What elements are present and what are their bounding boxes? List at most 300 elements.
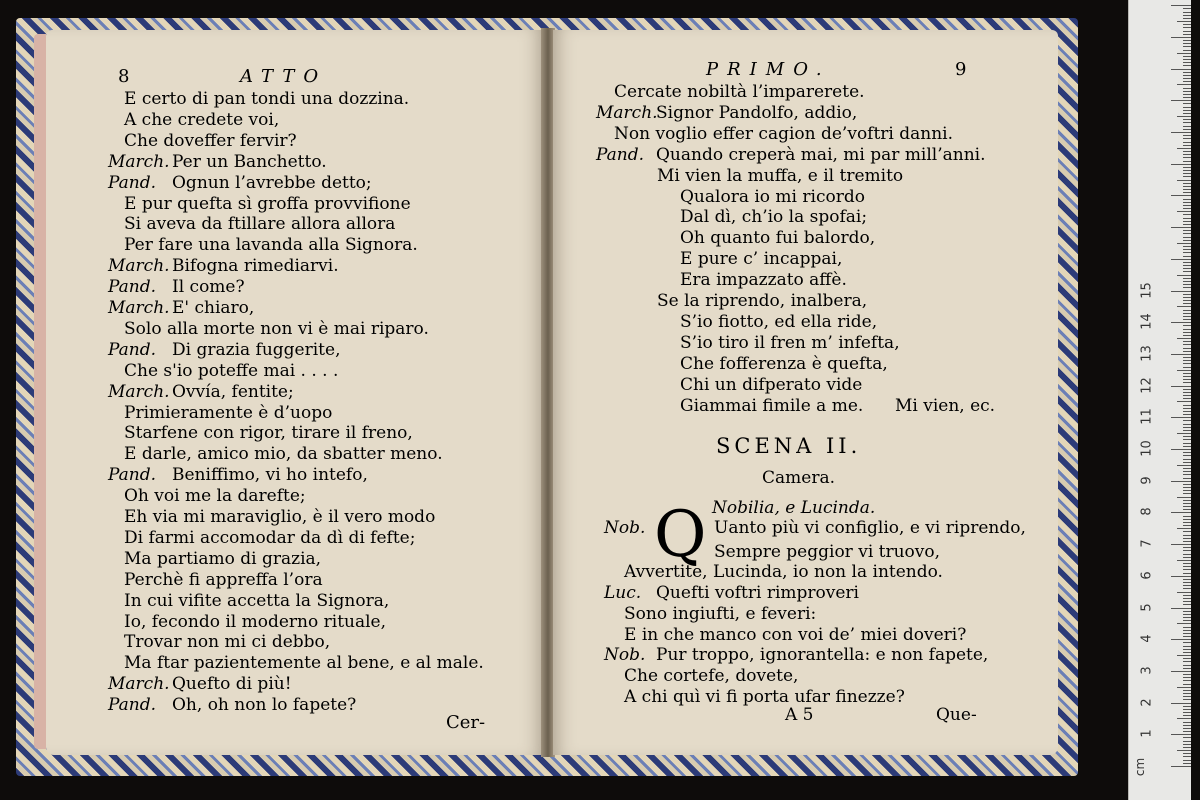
speaker-name: March. — [108, 674, 170, 695]
ruler-number: 1 — [1139, 729, 1155, 738]
ruler-number: 7 — [1139, 539, 1155, 548]
verse-text: S’io fiotto, ed ella ride, — [680, 311, 878, 332]
verse-text: Sempre peggior vi truovo, — [714, 542, 941, 562]
ruler-tick — [1183, 379, 1191, 380]
ruler-tick — [1183, 585, 1191, 586]
ruler-tick — [1183, 335, 1191, 336]
ruler-tick — [1183, 59, 1191, 60]
ruler-tick — [1177, 623, 1191, 624]
ruler-tick — [1177, 401, 1191, 402]
ruler-tick — [1183, 506, 1191, 507]
verse-text: Qualora io mi ricordo — [680, 186, 865, 207]
ruler-tick — [1183, 484, 1191, 485]
ruler-tick — [1183, 151, 1191, 152]
ruler-tick — [1171, 671, 1191, 672]
ruler-tick — [1177, 433, 1191, 434]
ruler-number: 6 — [1139, 571, 1155, 580]
ruler-tick — [1183, 550, 1191, 551]
ruler-tick — [1183, 690, 1191, 691]
verse-text: Ma partiamo di grazia, — [124, 548, 322, 569]
ruler-tick — [1171, 449, 1191, 450]
ruler-tick — [1183, 753, 1191, 754]
ruler-tick — [1183, 205, 1191, 206]
ruler-tick — [1183, 563, 1191, 564]
ruler-tick — [1183, 652, 1191, 653]
ruler-tick — [1183, 547, 1191, 548]
ruler-tick — [1183, 300, 1191, 301]
ruler-tick — [1177, 148, 1191, 149]
ruler-tick — [1177, 180, 1191, 181]
ruler-tick — [1183, 649, 1191, 650]
ruler-tick — [1183, 554, 1191, 555]
scene-characters: Nobilia, e Lucinda. — [712, 498, 876, 518]
verse-text: Oh voi me la darefte; — [124, 486, 306, 507]
ruler-tick — [1183, 474, 1191, 475]
verse-text: Mi vien la muffa, e il tremito — [657, 165, 904, 186]
ruler-tick — [1183, 18, 1191, 19]
ruler-tick — [1183, 487, 1191, 488]
ruler-tick — [1183, 218, 1191, 219]
verse-text: Io, fecondo il moderno rituale, — [124, 611, 387, 632]
ruler-tick — [1183, 569, 1191, 570]
scene-place: Camera. — [762, 468, 835, 488]
ruler-tick — [1183, 712, 1191, 713]
ruler-tick — [1183, 122, 1191, 123]
verse-text: Chi un difperato vide — [680, 374, 863, 395]
ruler-tick — [1177, 211, 1191, 212]
ruler-tick — [1183, 614, 1191, 615]
ruler-tick — [1183, 319, 1191, 320]
ruler-tick — [1183, 693, 1191, 694]
ruler-tick — [1183, 157, 1191, 158]
ruler-tick — [1183, 424, 1191, 425]
verse-text: Solo alla morte non vi è mai riparo. — [124, 318, 429, 339]
ruler-tick — [1183, 27, 1191, 28]
ruler-tick — [1183, 680, 1191, 681]
ruler-tick — [1183, 50, 1191, 51]
ruler-tick — [1177, 370, 1191, 371]
ruler-tick — [1183, 65, 1191, 66]
ruler-tick — [1183, 313, 1191, 314]
ruler-tick — [1171, 608, 1191, 609]
ruler-tick — [1183, 268, 1191, 269]
ruler-tick — [1183, 246, 1191, 247]
ruler-tick — [1183, 658, 1191, 659]
ruler-tick — [1183, 684, 1191, 685]
ruler-tick — [1183, 446, 1191, 447]
measuring-ruler — [1128, 0, 1191, 800]
ruler-tick — [1183, 557, 1191, 558]
ruler-number: 12 — [1139, 376, 1155, 394]
ruler-tick — [1171, 259, 1191, 260]
ruler-tick — [1183, 189, 1191, 190]
speaker-name: Pand. — [108, 339, 157, 360]
ruler-number: 3 — [1139, 666, 1155, 675]
ruler-tick — [1183, 103, 1191, 104]
ruler-number: 5 — [1139, 602, 1155, 612]
ruler-tick — [1171, 766, 1191, 767]
ruler-tick — [1177, 53, 1191, 54]
verse-text: Di grazia fuggerite, — [172, 339, 341, 360]
ruler-tick — [1183, 287, 1191, 288]
ruler-tick — [1177, 465, 1191, 466]
verse-text: Non voglio effer cagion de’voftri danni. — [614, 123, 954, 144]
ruler-tick — [1183, 588, 1191, 589]
ruler-tick — [1183, 725, 1191, 726]
ruler-tick — [1171, 227, 1191, 228]
ruler-tick — [1183, 373, 1191, 374]
ruler-unit: cm — [1133, 757, 1148, 777]
verse-text: Uanto più vi configlio, e vi riprendo, — [714, 518, 1026, 538]
verse-text: Bifogna rimediarvi. — [172, 256, 339, 277]
verse-text: Si aveva da ftillare allora allora — [124, 214, 396, 235]
ruler-tick — [1183, 135, 1191, 136]
ruler-tick — [1183, 113, 1191, 114]
ruler-tick — [1177, 84, 1191, 85]
ruler-tick — [1183, 24, 1191, 25]
ruler-tick — [1171, 544, 1191, 545]
ruler-tick — [1183, 97, 1191, 98]
ruler-tick — [1183, 81, 1191, 82]
ruler-tick — [1183, 661, 1191, 662]
ruler-tick — [1183, 183, 1191, 184]
ruler-tick — [1177, 338, 1191, 339]
ruler-tick — [1177, 592, 1191, 593]
ruler-tick — [1183, 455, 1191, 456]
ruler-tick — [1183, 566, 1191, 567]
ruler-tick — [1183, 167, 1191, 168]
ruler-tick — [1183, 598, 1191, 599]
ruler-tick — [1183, 430, 1191, 431]
ruler-tick — [1183, 408, 1191, 409]
ruler-tick — [1183, 462, 1191, 463]
ruler-tick — [1183, 722, 1191, 723]
ruler-tick — [1183, 119, 1191, 120]
ruler-tick — [1183, 262, 1191, 263]
ruler-tick — [1183, 531, 1191, 532]
drop-cap: Q — [654, 498, 707, 572]
verse-text: Primieramente è d’uopo — [124, 402, 333, 423]
ruler-tick — [1183, 202, 1191, 203]
verse-text: Che fofferenza è quefta, — [680, 353, 888, 374]
ruler-tick — [1183, 199, 1191, 200]
ruler-tick — [1183, 329, 1191, 330]
ruler-tick — [1183, 604, 1191, 605]
verse-text: Signor Pandolfo, addio, — [656, 102, 858, 123]
verse-text: Oh, oh non lo fapete? — [172, 695, 357, 716]
ruler-tick — [1171, 386, 1191, 387]
ruler-tick — [1183, 208, 1191, 209]
ruler-tick — [1183, 265, 1191, 266]
ruler-tick — [1183, 620, 1191, 621]
ruler-tick — [1183, 78, 1191, 79]
ruler-tick — [1183, 15, 1191, 16]
ruler-tick — [1183, 633, 1191, 634]
ruler-tick — [1183, 341, 1191, 342]
verse-text: Sono ingiufti, e feveri: — [624, 604, 817, 624]
ruler-tick — [1183, 297, 1191, 298]
verse-text: Starfene con rigor, tirare il freno, — [124, 423, 413, 444]
speaker-name: Pand. — [108, 172, 157, 193]
ruler-tick — [1171, 734, 1191, 735]
ruler-tick — [1183, 443, 1191, 444]
speaker-name: March. — [108, 151, 170, 172]
ruler-tick — [1183, 538, 1191, 539]
ruler-tick — [1183, 271, 1191, 272]
right-catchword: Que- — [936, 705, 977, 725]
speaker-name: Nob. — [604, 645, 646, 665]
ruler-tick — [1183, 478, 1191, 479]
ruler-tick — [1183, 357, 1191, 358]
ruler-tick — [1183, 43, 1191, 44]
ruler-tick — [1171, 37, 1191, 38]
ruler-tick — [1183, 278, 1191, 279]
ruler-tick — [1183, 595, 1191, 596]
ruler-tick — [1177, 275, 1191, 276]
ruler-tick — [1183, 392, 1191, 393]
ruler-tick — [1183, 516, 1191, 517]
speaker-name: Luc. — [604, 583, 642, 603]
ruler-tick — [1171, 164, 1191, 165]
ruler-tick — [1171, 291, 1191, 292]
ruler-tick — [1183, 611, 1191, 612]
ruler-tick — [1183, 230, 1191, 231]
speaker-name: Pand. — [108, 465, 157, 486]
ruler-tick — [1183, 709, 1191, 710]
ruler-tick — [1183, 579, 1191, 580]
ruler-tick — [1183, 240, 1191, 241]
ruler-tick — [1183, 129, 1191, 130]
verse-text: Per fare una lavanda alla Signora. — [124, 235, 418, 256]
ruler-tick — [1183, 728, 1191, 729]
ruler-tick — [1183, 747, 1191, 748]
ruler-tick — [1183, 414, 1191, 415]
verse-text: Avvertite, Lucinda, io non la intendo. — [624, 562, 943, 582]
verse-text: Il come? — [172, 277, 245, 298]
ruler-tick — [1183, 351, 1191, 352]
ruler-tick — [1183, 46, 1191, 47]
ruler-tick — [1183, 8, 1191, 9]
ruler-tick — [1183, 256, 1191, 257]
ruler-number: 2 — [1139, 697, 1155, 707]
ruler-tick — [1183, 459, 1191, 460]
ruler-tick — [1183, 500, 1191, 501]
verse-text: E pur quefta sì groffa provvifione — [124, 193, 411, 214]
ruler-tick — [1171, 512, 1191, 513]
ruler-tick — [1183, 176, 1191, 177]
ruler-tick — [1183, 363, 1191, 364]
ruler-tick — [1183, 107, 1191, 108]
ruler-tick — [1183, 731, 1191, 732]
speaker-name: March. — [596, 102, 658, 123]
ruler-tick — [1183, 601, 1191, 602]
verse-text: Oh quanto fui balordo, — [680, 228, 876, 249]
ruler-tick — [1183, 522, 1191, 523]
verse-text: A che credete voi, — [124, 109, 280, 130]
ruler-tick — [1171, 322, 1191, 323]
verse-text: Che s'io poteffe mai . . . . — [124, 360, 339, 381]
ruler-tick — [1183, 214, 1191, 215]
ruler-tick — [1183, 525, 1191, 526]
ruler-tick — [1183, 367, 1191, 368]
ruler-tick — [1183, 348, 1191, 349]
ruler-number: 4 — [1139, 634, 1155, 643]
ruler-tick — [1183, 452, 1191, 453]
ruler-tick — [1177, 718, 1191, 719]
ruler-tick — [1183, 696, 1191, 697]
ruler-tick — [1183, 170, 1191, 171]
ruler-tick — [1183, 756, 1191, 757]
ruler-number: 13 — [1139, 345, 1155, 362]
ruler-tick — [1183, 420, 1191, 421]
ruler-tick — [1183, 741, 1191, 742]
ruler-tick — [1183, 509, 1191, 510]
left-running-head: ATTO — [240, 66, 328, 87]
ruler-tick — [1183, 332, 1191, 333]
verse-text: Eh via mi maraviglio, è il vero modo — [124, 507, 436, 527]
signature-mark: A 5 — [785, 705, 814, 725]
ruler-tick — [1183, 303, 1191, 304]
ruler-tick — [1183, 630, 1191, 631]
ruler-tick — [1183, 325, 1191, 326]
ruler-tick — [1171, 132, 1191, 133]
ruler-tick — [1183, 706, 1191, 707]
verse-text: Giammai fimile a me. — [680, 395, 864, 416]
verse-text: Beniffimo, vi ho intefo, — [172, 465, 368, 486]
verse-text: E' chiaro, — [172, 298, 255, 318]
ruler-tick — [1183, 12, 1191, 13]
ruler-tick — [1171, 639, 1191, 640]
ruler-tick — [1183, 88, 1191, 89]
ruler-tick — [1183, 582, 1191, 583]
ruler-tick — [1171, 354, 1191, 355]
speaker-name: Pand. — [108, 695, 157, 716]
ruler-tick — [1183, 40, 1191, 41]
verse-text: In cui vifite accetta la Signora, — [124, 590, 390, 611]
verse-text: E certo di pan tondi una dozzina. — [124, 89, 410, 109]
ruler-tick — [1183, 344, 1191, 345]
ruler-tick — [1183, 56, 1191, 57]
verse-text: Ovvía, fentite; — [172, 381, 294, 402]
scene-title: SCENA II. — [716, 434, 862, 458]
ruler-tick — [1183, 94, 1191, 95]
ruler-tick — [1183, 154, 1191, 155]
verse-text: Che cortefe, dovete, — [624, 666, 799, 686]
ruler-tick — [1183, 382, 1191, 383]
ruler-tick — [1177, 116, 1191, 117]
ruler-tick — [1171, 576, 1191, 577]
ruler-tick — [1177, 560, 1191, 561]
speaker-name: March. — [108, 256, 170, 277]
ruler-tick — [1183, 237, 1191, 238]
verse-text: Cercate nobiltà l’imparerete. — [614, 82, 865, 102]
speaker-name: Pand. — [108, 277, 157, 298]
speaker-name: March. — [108, 381, 170, 402]
verse-text: Per un Banchetto. — [172, 151, 327, 172]
verse-text: Quefti voftri rimproveri — [656, 583, 859, 603]
verse-text: Se la riprendo, inalbera, — [657, 291, 868, 311]
ruler-tick — [1183, 110, 1191, 111]
ruler-tick — [1177, 687, 1191, 688]
ruler-tick — [1183, 573, 1191, 574]
ruler-tick — [1183, 541, 1191, 542]
ruler-tick — [1183, 436, 1191, 437]
verse-text: S’io tiro il fren m’ infefta, — [680, 332, 900, 353]
ruler-tick — [1183, 677, 1191, 678]
ruler-tick — [1183, 31, 1191, 32]
ruler-tick — [1183, 395, 1191, 396]
ruler-tick — [1183, 646, 1191, 647]
ruler-tick — [1183, 468, 1191, 469]
verse-text: Mi vien, ec. — [895, 395, 996, 416]
ruler-tick — [1183, 642, 1191, 643]
speaker-name: Pand. — [596, 144, 645, 165]
ruler-tick — [1183, 744, 1191, 745]
ruler-tick — [1183, 138, 1191, 139]
ruler-tick — [1183, 91, 1191, 92]
ruler-tick — [1183, 252, 1191, 253]
ruler-tick — [1183, 427, 1191, 428]
ruler-tick — [1183, 665, 1191, 666]
speaker-name: March. — [108, 298, 170, 318]
ruler-tick — [1183, 763, 1191, 764]
ruler-number: 9 — [1139, 476, 1155, 485]
ruler-tick — [1183, 142, 1191, 143]
ruler-tick — [1183, 72, 1191, 73]
ruler-tick — [1183, 737, 1191, 738]
ruler-tick — [1183, 389, 1191, 390]
ruler-tick — [1183, 674, 1191, 675]
ruler-tick — [1183, 411, 1191, 412]
verse-text: Ma ftar pazientemente al bene, e al male. — [124, 653, 484, 674]
ruler-tick — [1183, 636, 1191, 637]
verse-text: E in che manco con voi de’ miei doveri? — [624, 625, 967, 645]
verse-text: A chi quì vi fi porta ufar finezze? — [624, 687, 905, 707]
verse-text: Trovar non mi ci debbo, — [124, 632, 331, 653]
verse-text: Ognun l’avrebbe detto; — [172, 172, 372, 193]
verse-text: Perchè fi appreffa l’ora — [124, 569, 323, 590]
ruler-tick — [1183, 760, 1191, 761]
ruler-tick — [1183, 62, 1191, 63]
ruler-tick — [1177, 306, 1191, 307]
ruler-tick — [1183, 161, 1191, 162]
ruler-tick — [1171, 69, 1191, 70]
speaker-name: Nob. — [604, 518, 646, 538]
ruler-tick — [1183, 192, 1191, 193]
ruler-number: 8 — [1139, 507, 1155, 517]
ruler-number: 15 — [1139, 281, 1155, 299]
ruler-tick — [1183, 519, 1191, 520]
ruler-tick — [1183, 627, 1191, 628]
ruler-tick — [1183, 126, 1191, 127]
ruler-tick — [1183, 294, 1191, 295]
ruler-tick — [1177, 528, 1191, 529]
ruler-tick — [1171, 481, 1191, 482]
ruler-tick — [1183, 617, 1191, 618]
ruler-tick — [1177, 655, 1191, 656]
ruler-tick — [1183, 376, 1191, 377]
left-catchword: Cer- — [446, 712, 486, 733]
ruler-tick — [1183, 699, 1191, 700]
ruler-number: 11 — [1139, 408, 1155, 426]
ruler-tick — [1183, 310, 1191, 311]
ruler-number: 14 — [1139, 313, 1155, 330]
ruler-number: 10 — [1139, 440, 1155, 457]
verse-text: Di farmi accomodar da dì di fefte; — [124, 527, 416, 548]
ruler-tick — [1183, 75, 1191, 76]
ruler-tick — [1177, 750, 1191, 751]
ruler-tick — [1171, 703, 1191, 704]
